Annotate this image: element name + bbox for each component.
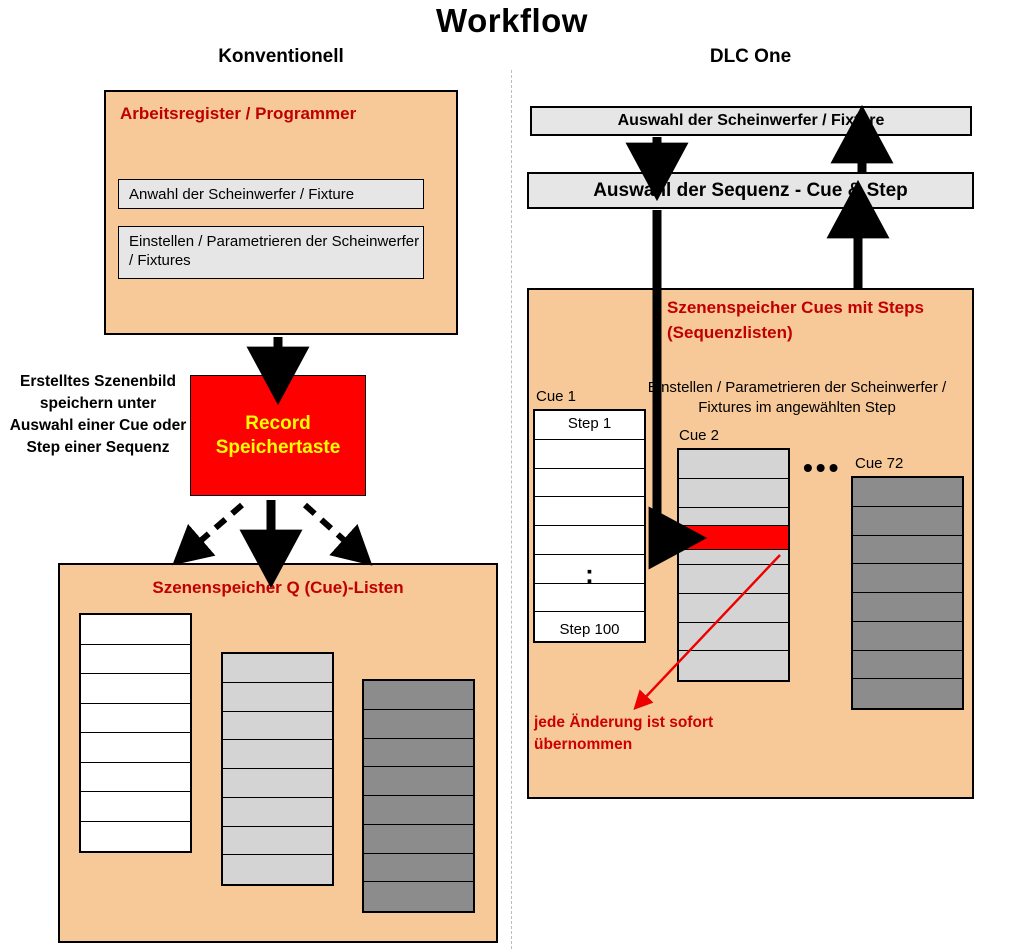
list-item[interactable] [535, 469, 644, 498]
list-item[interactable] [223, 855, 332, 884]
cue1-label: Cue 1 [536, 388, 577, 405]
list-item[interactable] [679, 565, 788, 594]
auswahl-sequenz-bar[interactable]: Auswahl der Sequenz - Cue & Step [527, 172, 974, 209]
list-item[interactable] [223, 654, 332, 683]
list-item[interactable] [81, 763, 190, 793]
programmer-panel [104, 90, 458, 335]
list-item[interactable] [364, 854, 473, 883]
list-item[interactable] [81, 674, 190, 704]
einstellen-parametrieren-text-right: Einstellen / Parametrieren der Scheinwerfer / Fixtures im angewählten Step [647, 379, 947, 417]
list-item[interactable] [223, 712, 332, 741]
cue-list-dark-grey[interactable] [362, 679, 475, 913]
list-item[interactable] [853, 478, 962, 507]
selected-step-highlight[interactable] [679, 525, 788, 550]
cue-list-light-grey[interactable] [221, 652, 334, 886]
list-item[interactable] [364, 767, 473, 796]
list-item[interactable] [81, 704, 190, 734]
cue2-step-list[interactable] [677, 448, 790, 682]
cue2-label: Cue 2 [679, 427, 720, 444]
list-item[interactable] [81, 615, 190, 645]
column-heading-dlc-one: DLC One [709, 46, 792, 67]
cue-ellipsis: ••• [803, 452, 842, 483]
cue72-step-list[interactable] [851, 476, 964, 710]
list-item[interactable] [679, 479, 788, 508]
list-item[interactable] [364, 681, 473, 710]
list-item[interactable] [81, 792, 190, 822]
szenenspeicher-title-right: Szenenspeicher Cues mit Steps (Sequenzlisten) [667, 298, 924, 342]
list-item[interactable] [364, 739, 473, 768]
list-item[interactable] [364, 796, 473, 825]
arrow-record-to-store-right [305, 505, 355, 550]
record-label-line1: Record [245, 412, 311, 434]
list-item[interactable] [81, 733, 190, 763]
arrow-record-to-store-left [190, 505, 242, 550]
list-item[interactable] [679, 450, 788, 479]
column-divider [511, 70, 512, 949]
cue1-vertical-ellipsis: : [585, 559, 594, 590]
list-item[interactable] [853, 679, 962, 708]
list-item[interactable] [679, 594, 788, 623]
list-item[interactable] [364, 825, 473, 854]
list-item[interactable] [223, 798, 332, 827]
list-item[interactable] [853, 622, 962, 651]
page-title: Workflow [436, 2, 588, 39]
erstelltes-szenenbild-text: Erstelltes Szenenbild speichern unter Auswahl einer Cue oder Step einer Sequenz [9, 373, 187, 456]
list-item[interactable] [81, 645, 190, 675]
szenenspeicher-title-left: Szenenspeicher Q (Cue)-Listen [152, 578, 404, 597]
list-item[interactable] [853, 651, 962, 680]
cue1-step-last-label: Step 100 [559, 620, 620, 638]
list-item[interactable] [853, 564, 962, 593]
einstellen-parametrieren-box[interactable]: Einstellen / Parametrieren der Scheinwerfer / Fixtures [118, 226, 424, 279]
list-item[interactable] [535, 440, 644, 469]
list-item[interactable] [679, 623, 788, 652]
auswahl-scheinwerfer-bar[interactable]: Auswahl der Scheinwerfer / Fixture [530, 106, 972, 136]
list-item[interactable] [223, 740, 332, 769]
record-label-line2: Speichertaste [215, 436, 341, 458]
list-item[interactable] [223, 683, 332, 712]
list-item[interactable] [535, 497, 644, 526]
list-item[interactable] [81, 822, 190, 852]
list-item[interactable] [223, 827, 332, 856]
list-item[interactable] [853, 593, 962, 622]
list-item[interactable] [535, 526, 644, 555]
cue1-step-list[interactable] [533, 409, 646, 643]
list-item[interactable] [364, 882, 473, 911]
cue-list-white[interactable] [79, 613, 192, 853]
cue72-label: Cue 72 [855, 455, 904, 472]
list-item[interactable] [853, 536, 962, 565]
programmer-panel-title: Arbeitsregister / Programmer [120, 104, 357, 123]
cue1-step-first-label: Step 1 [567, 414, 612, 432]
anwahl-scheinwerfer-box[interactable]: Anwahl der Scheinwerfer / Fixture [118, 179, 424, 209]
column-heading-konventionell: Konventionell [218, 46, 344, 67]
list-item[interactable] [853, 507, 962, 536]
list-item[interactable] [364, 710, 473, 739]
change-note-text: jede Änderung ist sofort übernommen [534, 714, 714, 753]
list-item[interactable] [223, 769, 332, 798]
record-button[interactable] [190, 375, 366, 496]
list-item[interactable] [679, 651, 788, 680]
